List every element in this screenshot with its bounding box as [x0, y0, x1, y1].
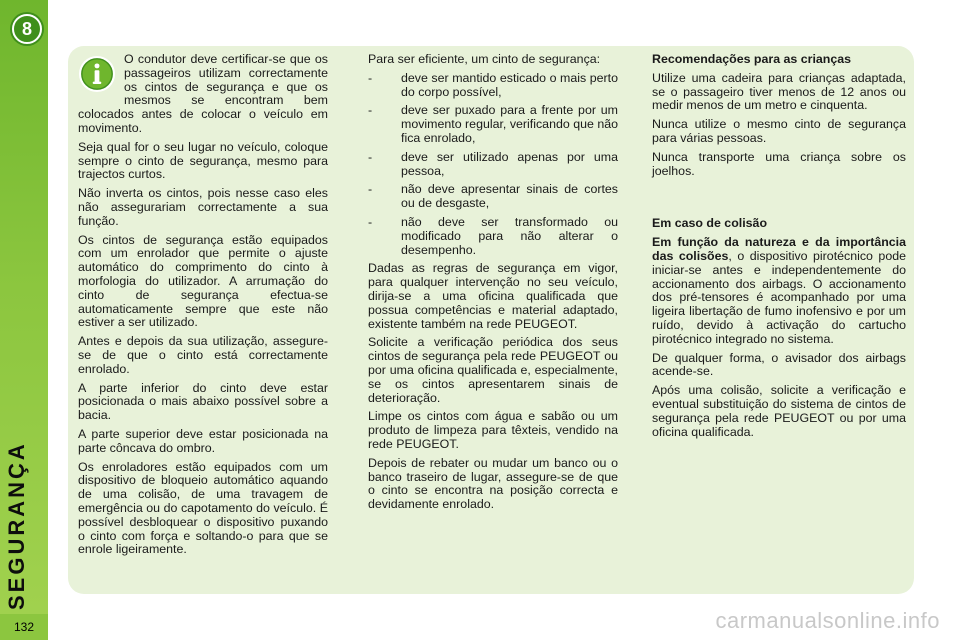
- paragraph: A parte superior deve estar posicionada na parte côncava do ombro.: [78, 426, 328, 455]
- paragraph: Nunca utilize o mesmo cinto de segurança para várias pessoas.: [652, 117, 906, 145]
- paragraph: Nunca transporte uma criança sobre os joelhos.: [652, 149, 906, 178]
- belt-requirements-list: [368, 72, 618, 258]
- paragraph: Antes e depois da sua utilização, assegure-se de que o cinto está correctamente enrolado.: [78, 334, 328, 376]
- chapter-number-badge: 8: [12, 14, 42, 44]
- paragraph: Solicite a verificação periódica dos seus cintos de segurança pela rede PEUGEOT ou por uma oficina qualificada e, especialmente, se os cintos apresentarem sinais de deterioração.: [368, 335, 618, 405]
- paragraph: Os enroladores estão equipados com um dispositivo de bloqueio automático aquando de uma colisão, de uma travagem de emergência ou do capotamento do veículo. É possível desbloquear o dispositivo puxando o cinto com força e soltando-o para que se enrole ligeiramente.: [78, 459, 328, 557]
- column-1: [78, 53, 328, 562]
- paragraph: De qualquer forma, o avisador dos airbags acende-se.: [652, 350, 906, 379]
- chapter-sidebar: [0, 0, 48, 640]
- paragraph: Limpe os cintos com água e sabão ou um produto de limpeza para têxteis, vendido na rede PEUGEOT.: [368, 409, 618, 451]
- info-icon: [78, 55, 116, 93]
- page-number: 132: [0, 614, 48, 640]
- section-heading-children: Recomendações para as crianças: [652, 52, 852, 66]
- paragraph: Depois de rebater ou mudar um banco ou o banco traseiro de lugar, assegure-se de que o cinto se encontra na posição correcta e devidamente enrolado.: [368, 455, 618, 512]
- spacer: [652, 183, 906, 217]
- paragraph: A parte inferior do cinto deve estar posicionada o mais abaixo possível sobre a bacia.: [78, 380, 328, 423]
- paragraph: Os cintos de segurança estão equipados com um enrolador que permite o ajuste automático do comprimento do cinto à morfologia do utilizador. A arrumação do cinto de segurança efectua-se automaticamente sempre que este não estiver a ser utilizado.: [78, 232, 328, 330]
- list-item: - não deve apresentar sinais de cortes ou de desgaste,: [368, 183, 618, 211]
- paragraph: Seja qual for o seu lugar no veículo, coloque sempre o cinto de segurança, mesmo para trajectos curtos.: [78, 139, 328, 182]
- column-2: [368, 53, 618, 517]
- paragraph: Utilize uma cadeira para crianças adaptada, se o passageiro tiver menos de 12 anos ou medir menos de um metro e cinquenta.: [652, 70, 906, 113]
- paragraph: [652, 236, 906, 346]
- list-item: - deve ser puxado para a frente por um movimento regular, verificando que não fica enrolado,: [368, 104, 618, 145]
- column-3: [652, 53, 906, 444]
- list-item: - não deve ser transformado ou modificado para não alterar o desempenho.: [368, 216, 618, 257]
- lead-rest: , o dispositivo pirotécnico pode iniciar-se antes e independentemente do accionamento dos airbags. O accionamento dos pré-tensores é acompanhado por uma ligeira libertação de fumo inofensivo e por um ruído, devido à activação do cartucho pirotécnico integrado no sistema.: [652, 248, 906, 346]
- paragraph: Dadas as regras de segurança em vigor, para qualquer intervenção no seu veículo, dirija-se a uma oficina qualificada que possua competências e material adaptado, existente também na rede PEUGEOT.: [368, 261, 618, 331]
- section-heading-collision: Em caso de colisão: [652, 216, 768, 231]
- list-item: - deve ser mantido esticado o mais perto do corpo possível,: [368, 72, 618, 100]
- chapter-title: SEGURANÇA: [4, 441, 29, 610]
- paragraph: Para ser eficiente, um cinto de segurança:: [368, 52, 601, 66]
- list-item: - deve ser utilizado apenas por uma pessoa,: [368, 151, 618, 179]
- paragraph: Após uma colisão, solicite a verificação e eventual substituição do sistema de cintos de segurança pela rede PEUGEOT ou por uma oficina qualificada.: [652, 383, 906, 439]
- bold-lead: Em função da natureza e da importância das colisões: [652, 235, 906, 263]
- paragraph: Não inverta os cintos, pois nesse caso eles não assegurariam correctamente a sua função.: [78, 186, 328, 228]
- watermark: carmanualsonline.info: [715, 608, 940, 633]
- paragraph: O condutor deve certificar-se que os passageiros utilizam correctamente os cintos de segurança e que os mesmos se encontram bem colocados antes de colocar o veículo em movimento.: [78, 52, 328, 135]
